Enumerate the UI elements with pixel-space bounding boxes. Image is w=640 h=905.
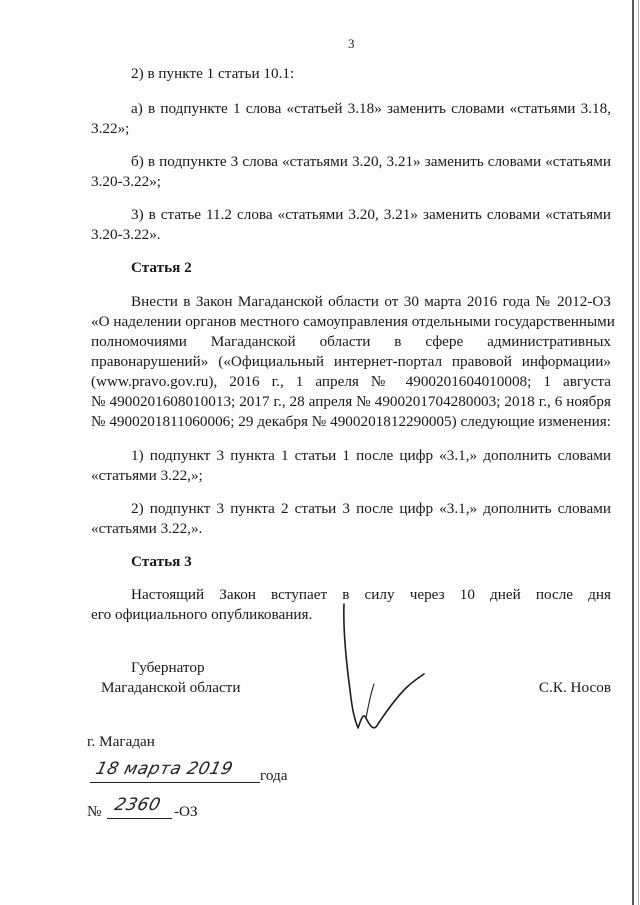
- article-2-sub1-line2: «статьями 3.22,»;: [91, 467, 203, 484]
- handwritten-signature: [330, 600, 440, 750]
- law-number-prefix: №: [87, 803, 102, 820]
- law-number-suffix: -ОЗ: [174, 803, 198, 820]
- signatory-title-line1: Губернатор: [131, 659, 205, 676]
- date-suffix: года: [260, 767, 288, 784]
- article-2-sub1-line1: 1) подпункт 3 пункта 1 статьи 1 после цифр «3.1,» дополнить словами: [131, 447, 611, 464]
- article-3-heading: Статья 3: [131, 553, 192, 570]
- item-2-text: 2) в пункте 1 статьи 10.1:: [131, 65, 295, 82]
- handwritten-law-number: 2360: [112, 795, 163, 815]
- article-2-line1: Внести в Закон Магаданской области от 30 марта 2016 года № 2012-ОЗ: [131, 293, 611, 310]
- article-2-line6: № 4900201608010013; 2017 г., 28 апреля № 4900201704280003; 2018 г., 6 ноября: [91, 393, 611, 410]
- place-of-signing: г. Магадан: [87, 733, 155, 750]
- item-3-line2: 3.20-3.22».: [91, 226, 161, 243]
- page-number: 3: [348, 36, 355, 51]
- article-2-sub2-line1: 2) подпункт 3 пункта 2 статьи 3 после цифр «3.1,» дополнить словами: [131, 500, 611, 517]
- article-2-line5: (www.pravo.gov.ru), 2016 г., 1 апреля № 4900201604010008; 1 августа: [91, 373, 611, 390]
- law-number-underline: [107, 818, 172, 819]
- article-2-line2: «О наделении органов местного самоуправления отдельными государственными: [91, 313, 615, 330]
- item-2b-line2: 3.20-3.22»;: [91, 173, 162, 190]
- item-2b-line1: б) в подпункте 3 слова «статьями 3.20, 3.21» заменить словами «статьями: [131, 153, 611, 170]
- item-2a-line2: 3.22»;: [91, 120, 130, 137]
- article-2-line4: правонарушений» («Официальный интернет-портал правовой информации»: [91, 353, 611, 370]
- item-2a-line1: а) в подпункте 1 слова «статьей 3.18» заменить словами «статьями 3.18,: [131, 100, 611, 117]
- article-3-line1: Настоящий Закон вступает в силу через 10 дней после дня: [131, 586, 611, 603]
- page-edge-line: [638, 0, 639, 905]
- date-underline: [90, 782, 260, 783]
- page-edge-shadow: [632, 0, 634, 905]
- article-2-heading: Статья 2: [131, 259, 192, 276]
- signatory-name: С.К. Носов: [538, 679, 611, 696]
- article-2-sub2-line2: «статьями 3.22,».: [91, 520, 203, 537]
- signatory-title-line2: Магаданской области: [101, 679, 241, 696]
- article-3-line2: его официального опубликования.: [91, 606, 313, 623]
- article-2-line3: полномочиями Магаданской области в сфере административных: [91, 333, 611, 350]
- handwritten-date: 18 марта 2019: [93, 759, 236, 779]
- article-2-line7: № 4900201811060006; 29 декабря № 4900201812290005) следующие изменения:: [91, 413, 611, 430]
- item-3-line1: 3) в статье 11.2 слова «статьями 3.20, 3.21» заменить словами «статьями: [131, 206, 611, 223]
